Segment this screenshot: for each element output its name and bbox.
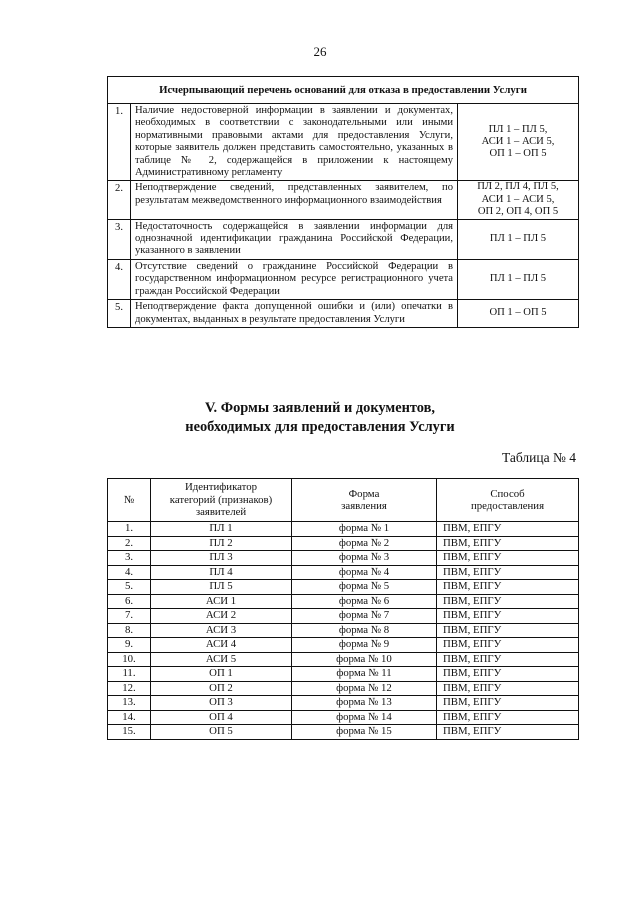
code-line: ПЛ 1 – ПЛ 5 — [489, 233, 547, 245]
row-number: 10. — [108, 652, 151, 667]
table-row — [108, 522, 579, 537]
table-row — [108, 623, 579, 638]
row-method: ПВМ, ЕПГУ — [437, 638, 579, 653]
refusal-row — [108, 181, 579, 219]
code-line: ОП 1 – ОП 5 — [489, 148, 547, 160]
row-number: 15. — [108, 725, 151, 740]
table-row — [108, 565, 579, 580]
table-row — [108, 652, 579, 667]
table-row — [108, 609, 579, 624]
row-method: ПВМ, ЕПГУ — [437, 594, 579, 609]
row-form: форма № 14 — [292, 710, 437, 725]
row-category-id: ОП 5 — [151, 725, 292, 740]
row-method: ПВМ, ЕПГУ — [437, 710, 579, 725]
refusal-row-codes — [458, 104, 579, 181]
row-form: форма № 2 — [292, 536, 437, 551]
row-method: ПВМ, ЕПГУ — [437, 652, 579, 667]
forms-table-body — [108, 522, 579, 740]
refusal-table-title: Исчерпывающий перечень оснований для отказа в предоставлении Услуги — [108, 77, 579, 104]
code-line: ПЛ 1 – ПЛ 5 — [489, 273, 547, 285]
refusal-row-codes — [458, 259, 579, 299]
header-line: Форма — [348, 487, 380, 500]
row-category-id: АСИ 1 — [151, 594, 292, 609]
refusal-row-number: 4. — [108, 259, 131, 299]
header-method — [437, 479, 579, 522]
code-line: ПЛ 2, ПЛ 4, ПЛ 5, — [477, 181, 559, 193]
row-form: форма № 12 — [292, 681, 437, 696]
row-form: форма № 11 — [292, 667, 437, 682]
refusal-row-reason: Неподтверждение факта допущенной ошибки и (или) опечатки в документах, выданных в результате предоставления Услуги — [131, 300, 458, 328]
refusal-row-number: 1. — [108, 104, 131, 181]
row-form: форма № 6 — [292, 594, 437, 609]
row-number: 8. — [108, 623, 151, 638]
row-form: форма № 4 — [292, 565, 437, 580]
refusal-row — [108, 259, 579, 299]
row-category-id: АСИ 2 — [151, 609, 292, 624]
refusal-row-codes — [458, 219, 579, 259]
row-number: 12. — [108, 681, 151, 696]
header-line: Идентификатор — [184, 481, 258, 494]
table-row — [108, 725, 579, 740]
refusal-row-number: 5. — [108, 300, 131, 328]
code-line: ПЛ 1 – ПЛ 5, — [488, 123, 548, 135]
table-row — [108, 681, 579, 696]
header-form — [292, 479, 437, 522]
row-category-id: ПЛ 2 — [151, 536, 292, 551]
row-form: форма № 1 — [292, 522, 437, 537]
row-method: ПВМ, ЕПГУ — [437, 725, 579, 740]
row-method: ПВМ, ЕПГУ — [437, 551, 579, 566]
row-category-id: ПЛ 3 — [151, 551, 292, 566]
table-row — [108, 638, 579, 653]
code-line: АСИ 1 – АСИ 5, — [481, 193, 555, 205]
row-form: форма № 7 — [292, 609, 437, 624]
row-form: форма № 15 — [292, 725, 437, 740]
refusal-row-reason: Отсутствие сведений о гражданине Российской Федерации в государственном информационном ресурсе регистрационного учета граждан Российской Федерации — [131, 259, 458, 299]
refusal-row-number: 2. — [108, 181, 131, 219]
table-row — [108, 696, 579, 711]
row-category-id: АСИ 5 — [151, 652, 292, 667]
table-row — [108, 710, 579, 725]
row-method: ПВМ, ЕПГУ — [437, 565, 579, 580]
table-row — [108, 667, 579, 682]
row-number: 5. — [108, 580, 151, 595]
row-category-id: ОП 4 — [151, 710, 292, 725]
row-method: ПВМ, ЕПГУ — [437, 623, 579, 638]
row-method: ПВМ, ЕПГУ — [437, 536, 579, 551]
refusal-row-codes — [458, 181, 579, 219]
row-number: 13. — [108, 696, 151, 711]
page-number: 26 — [313, 44, 327, 59]
code-line: ОП 1 – ОП 5 — [489, 307, 547, 319]
row-method: ПВМ, ЕПГУ — [437, 696, 579, 711]
row-number: 11. — [108, 667, 151, 682]
table-row — [108, 551, 579, 566]
row-category-id: ОП 3 — [151, 696, 292, 711]
refusal-row-number: 3. — [108, 219, 131, 259]
refusal-grounds-table — [107, 76, 579, 328]
row-category-id: ПЛ 1 — [151, 522, 292, 537]
row-method: ПВМ, ЕПГУ — [437, 667, 579, 682]
header-line: Способ — [490, 487, 525, 500]
code-line: ОП 2, ОП 4, ОП 5 — [477, 206, 559, 218]
row-category-id: АСИ 3 — [151, 623, 292, 638]
row-method: ПВМ, ЕПГУ — [437, 681, 579, 696]
row-number: 7. — [108, 609, 151, 624]
row-category-id: АСИ 4 — [151, 638, 292, 653]
refusal-row — [108, 219, 579, 259]
row-category-id: ПЛ 5 — [151, 580, 292, 595]
refusal-row-reason: Недостаточность содержащейся в заявлении информации для однозначной идентификации гражданина Российской Федерации, указанного в заявлении — [131, 219, 458, 259]
refusal-row-reason: Наличие недостоверной информации в заявлении и документах, необходимых в соответствии с законодательными или иными нормативными правовыми актами для предоставления Услуги, которые заявитель должен представить самостоятельно, указанных в таблице № 2, содержащейся в приложении к настоящему Административному регламенту — [131, 104, 458, 181]
row-category-id: ОП 1 — [151, 667, 292, 682]
row-method: ПВМ, ЕПГУ — [437, 522, 579, 537]
refusal-row — [108, 104, 579, 181]
row-category-id: ОП 2 — [151, 681, 292, 696]
row-form: форма № 10 — [292, 652, 437, 667]
row-form: форма № 9 — [292, 638, 437, 653]
table-row — [108, 536, 579, 551]
header-line: заявления — [341, 500, 387, 512]
header-line: категорий (признаков) — [169, 493, 273, 506]
header-category-id — [151, 479, 292, 522]
row-number: 4. — [108, 565, 151, 580]
table-caption: Таблица № 4 — [502, 450, 576, 465]
header-number: № — [108, 479, 151, 522]
refusal-table-header-row — [108, 77, 579, 104]
table-row — [108, 594, 579, 609]
code-line: АСИ 1 – АСИ 5, — [481, 136, 555, 148]
header-line: предоставления — [470, 500, 545, 512]
row-method: ПВМ, ЕПГУ — [437, 609, 579, 624]
refusal-row-codes — [458, 300, 579, 328]
row-form: форма № 5 — [292, 580, 437, 595]
row-method: ПВМ, ЕПГУ — [437, 580, 579, 595]
refusal-row-reason: Неподтверждение сведений, представленных заявителем, по результатам межведомственного информационного взаимодействия — [131, 181, 458, 219]
row-form: форма № 3 — [292, 551, 437, 566]
row-number: 3. — [108, 551, 151, 566]
section-title — [0, 399, 640, 437]
section-title-line: необходимых для предоставления Услуги — [185, 419, 455, 435]
row-category-id: ПЛ 4 — [151, 565, 292, 580]
table-row — [108, 580, 579, 595]
section-title-line: V. Формы заявлений и документов, — [204, 400, 435, 416]
row-number: 6. — [108, 594, 151, 609]
refusal-row — [108, 300, 579, 328]
header-line: заявителей — [195, 506, 247, 519]
row-number: 14. — [108, 710, 151, 725]
row-number: 1. — [108, 522, 151, 537]
row-number: 2. — [108, 536, 151, 551]
row-form: форма № 13 — [292, 696, 437, 711]
row-form: форма № 8 — [292, 623, 437, 638]
row-number: 9. — [108, 638, 151, 653]
forms-table-header-row — [108, 479, 579, 522]
application-forms-table — [107, 478, 579, 740]
